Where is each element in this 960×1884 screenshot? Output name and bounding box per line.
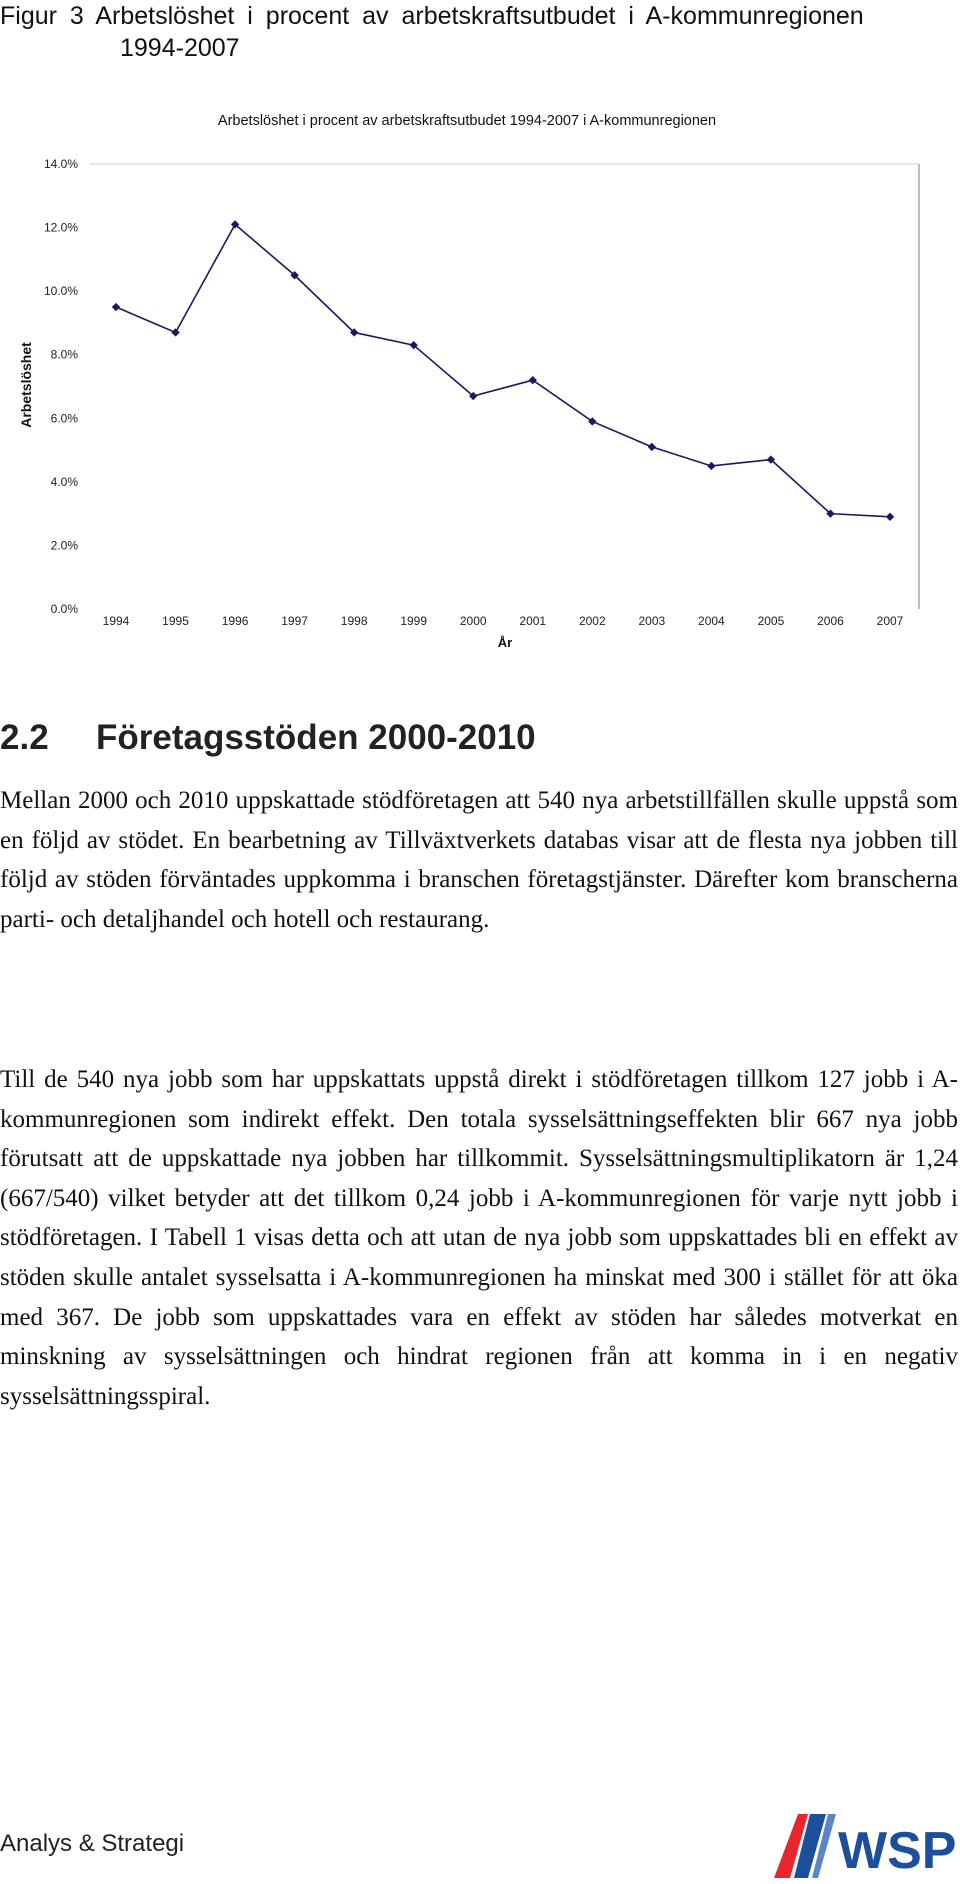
x-tick-label: 2005: [757, 614, 785, 628]
y-tick-label: 6.0%: [50, 411, 78, 426]
y-tick-label: 2.0%: [50, 538, 78, 553]
paragraph-2: Till de 540 nya jobb som har uppskattats uppstå direkt i stödföretagen tillkom 127 jobb i A-kommunregionen som indirekt effekt. Den totala sysselsättningseffekten blir 667 nya jobb förutsatt att de uppskattade nya jobben har tillkommit. Sysselsättningsmultiplikatorn är 1,24 (667/540) vilket betyder att det tillkom 0,24 jobb i A-kommunregionen för varje nytt jobb i stödföretagen. I Tabell 1 visas detta och att utan de nya jobb som uppskattades bli en effekt av stöden skulle antalet sysselsatta i A-kommunregionen ha minskat med 300 i stället för att öka med 367. De jobb som uppskattades vara en effekt av stöden har således motverkat en minskning av sysselsättningen och hindrat regionen från att komma in i en negativ sysselsättningsspiral.: [0, 1066, 958, 1410]
x-tick-label: 1994: [102, 614, 130, 628]
x-tick-label: 2000: [459, 614, 487, 628]
figure-caption-line1: Figur 3 Arbetslöshet i procent av arbetskraftsutbudet i A-kommunregionen: [0, 2, 864, 30]
paragraph-1: Mellan 2000 och 2010 uppskattade stödföretagen att 540 nya arbetstillfällen skulle uppstå som en följd av stödet. En bearbetning av Tillväxtverkets databas visar att de flesta nya jobben till följd av stöden förväntades uppkomma i branschen företagstjänster. Därefter kom branscherna parti- och detaljhandel och hotell och restaurang.: [0, 787, 958, 933]
x-tick-label: 1997: [281, 614, 308, 628]
x-axis-label: År: [497, 635, 513, 650]
data-point-marker: [171, 328, 179, 336]
y-tick-label: 8.0%: [50, 347, 78, 362]
section-title: Företagsstöden 2000-2010: [96, 718, 536, 757]
x-tick-label: 1999: [400, 614, 428, 628]
data-point-marker: [886, 513, 894, 521]
figure-caption: [0, 0, 950, 64]
unemployment-line-chart: [0, 95, 960, 675]
x-axis-ticks: [103, 614, 904, 628]
y-axis-ticks: [44, 157, 78, 616]
y-tick-label: 10.0%: [43, 284, 78, 299]
chart-title: Arbetslöshet i procent av arbetskraftsutbudet 1994-2007 i A-kommunregionen: [217, 113, 717, 129]
x-tick-label: 2004: [698, 614, 725, 628]
x-tick-label: 1995: [162, 614, 189, 628]
wsp-logo: [768, 1806, 960, 1882]
logo-wsp-text: WSP: [838, 1822, 957, 1880]
y-tick-label: 4.0%: [50, 474, 78, 489]
section-number: 2.2: [0, 718, 49, 757]
x-tick-label: 2003: [638, 614, 666, 628]
series-markers: [112, 220, 894, 521]
data-point-marker: [648, 443, 656, 451]
footer-analys-strategi: Analys & Strategi: [0, 1830, 185, 1857]
y-tick-label: 0.0%: [50, 602, 78, 616]
y-axis-label: Arbetslöshet: [18, 342, 34, 428]
y-tick-label: 12.0%: [43, 220, 78, 235]
series-line-arbetsloshet: [116, 224, 890, 516]
x-tick-label: 2006: [817, 614, 844, 628]
x-tick-label: 2007: [876, 614, 904, 628]
data-point-marker: [112, 303, 120, 311]
y-tick-label: 14.0%: [43, 157, 78, 171]
x-tick-label: 2002: [578, 614, 606, 628]
x-tick-label: 2001: [519, 614, 547, 628]
x-tick-label: 1996: [221, 614, 249, 628]
data-point-marker: [707, 462, 715, 470]
x-tick-label: 1998: [340, 614, 368, 628]
section-heading: [0, 718, 536, 758]
figure-caption-line2: 1994-2007: [120, 34, 240, 62]
